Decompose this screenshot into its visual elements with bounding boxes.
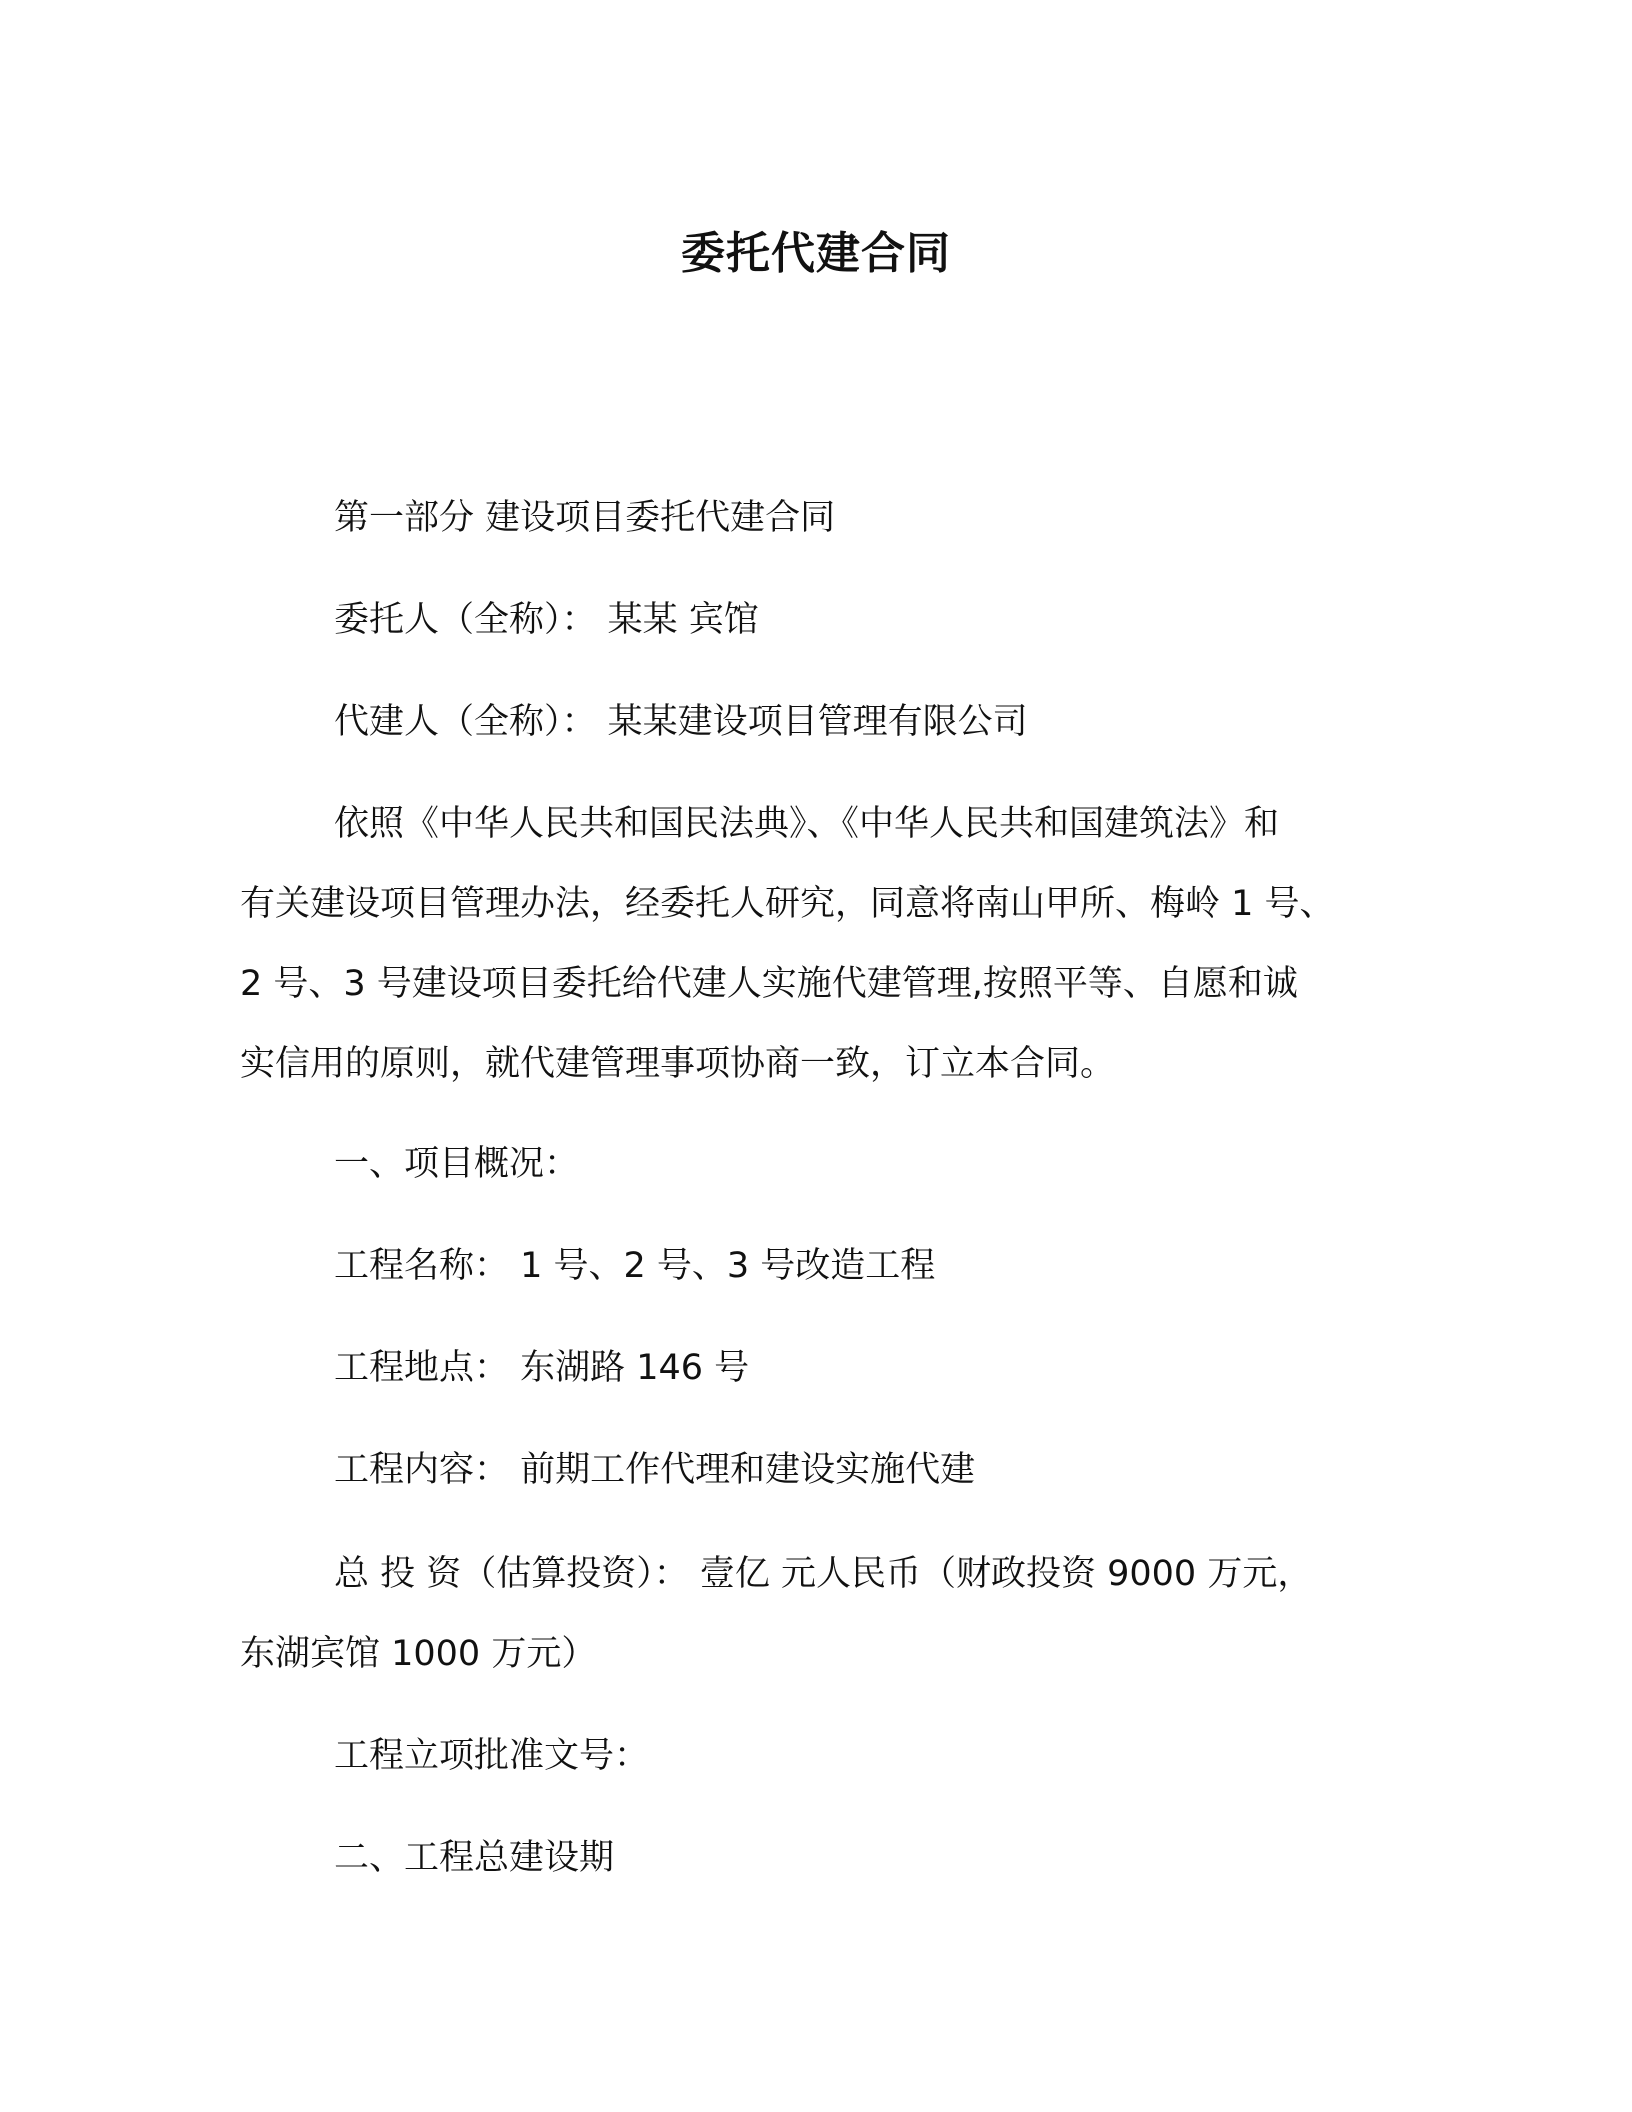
project-name: 工程名称： 1 号、2 号、3 号改造工程 xyxy=(334,1246,936,1286)
section2-heading: 二、工程总建设期 xyxy=(334,1838,615,1878)
project-content: 工程内容： 前期工作代理和建设实施代建 xyxy=(334,1450,976,1490)
investment-line: 总 投 资（估算投资）： 壹亿 元人民币（财政投资 9000 万元， xyxy=(334,1554,1313,1594)
project-location: 工程地点： 东湖路 146 号 xyxy=(334,1348,750,1388)
section1-heading: 一、项目概况： xyxy=(334,1144,580,1184)
intro-line: 有关建设项目管理办法，经委托人研究，同意将南山甲所、梅岭 1 号、 xyxy=(240,884,1335,924)
document-title: 委托代建合同 xyxy=(681,228,951,279)
client-line: 委托人（全称）： 某某 宾馆 xyxy=(334,600,759,640)
part-heading: 第一部分 建设项目委托代建合同 xyxy=(334,498,836,538)
agent-line: 代建人（全称）： 某某建设项目管理有限公司 xyxy=(334,702,1028,742)
intro-line: 实信用的原则，就代建管理事项协商一致，订立本合同。 xyxy=(240,1044,1116,1084)
intro-paragraph xyxy=(240,800,1400,1120)
intro-line: 依照《中华人民共和国民法典》、《中华人民共和国建筑法》和 xyxy=(334,804,1280,844)
intro-line: 2 号、3 号建设项目委托给代建人实施代建管理,按照平等、自愿和诚 xyxy=(240,964,1298,1004)
investment-line-continued: 东湖宾馆 1000 万元） xyxy=(240,1634,597,1674)
approval-number: 工程立项批准文号： xyxy=(334,1736,650,1776)
